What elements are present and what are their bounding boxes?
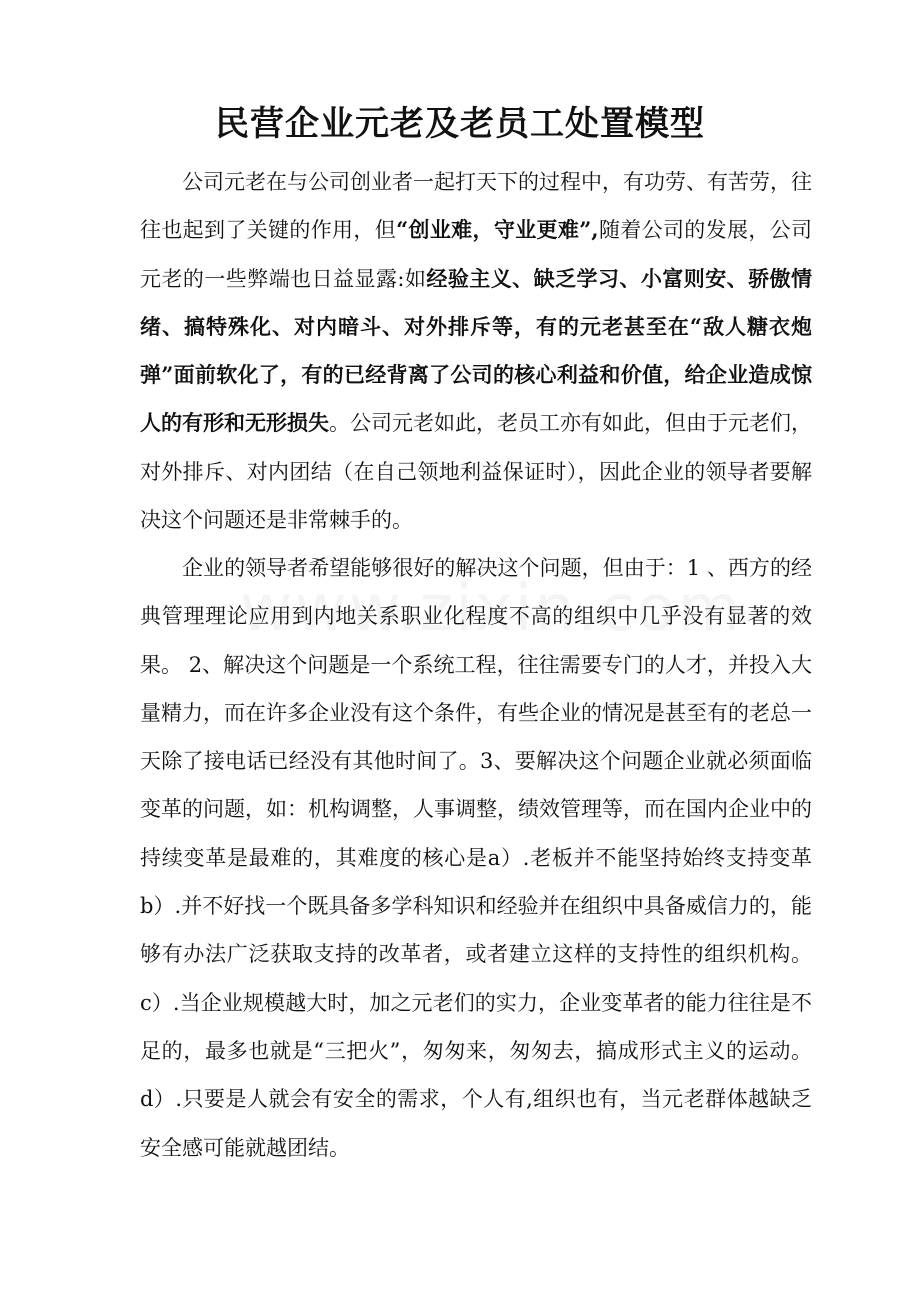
paragraph-1-bold-run: 经验主义、缺乏学习、小富则安、骄傲情绪、搞特殊化、对内暗斗、对外排斥等，有的元老甚至在“敌人糖衣炮弹”面前软化了，有的已经背离了公司的核心利益和价值，给企业造成惊人的有形和无形损失	[140, 265, 813, 436]
page-title: 民营企业元老及老员工处置模型	[215, 104, 705, 144]
paragraph-1-run: 。公司元老如此，老员工亦有如此，但由于元老们，对外排斥、对内团结（在自己领地利益保证时），因此企业的领导者要解决这个问题还是非常棘手的。	[140, 411, 812, 533]
paragraph-1-bold-run: “创业难，守业更难”,	[396, 217, 599, 243]
paragraph-1-run: 公司元老在与公司创业者一起打天下的过程中，有功劳、有苦劳，往往也起到了关键的作用，但	[140, 170, 812, 243]
paragraph-2-run: 企业的领导者希望能够很好的解决这个问题，但由于：1 、西方的经典管理理论应用到内地关系职业化程度不高的组织中几乎没有显著的效果。 2、解决这个问题是一个系统工程，往往需要专门的人才，并投入大量精力，而在许多企业没有这个条件，有些企业的情况是甚至有的老总一天除了接电话已经没有其他时间了。3、要解决这个问题企业就必须面临变革的问题，如：机构调整，人事调整，绩效管理等，而在国内企业中的持续变革是最难的，其难度的核心是a）.老板并不能坚持始终支持变革 b）.并不好找一个既具备多学科知识和经验并在组织中具备威信力的，能够有办法广泛获取支持的改革者，或者建立这样的支持性的组织机构。c）.当企业规模越大时，加之元老们的实力，企业变革者的能力往往是不足的，最多也就是“三把火”，匆匆来，匆匆去，搞成形式主义的运动。d）.只要是人就会有安全的需求，个人有,组织也有，当元老群体越缺乏安全感可能就越团结。	[140, 556, 833, 1160]
paragraph-2	[140, 544, 833, 1172]
paragraph-1	[140, 158, 812, 544]
paragraph-1-run: 随着公司的发展，公司元老的一些弊端也日益显露:如	[140, 218, 813, 291]
